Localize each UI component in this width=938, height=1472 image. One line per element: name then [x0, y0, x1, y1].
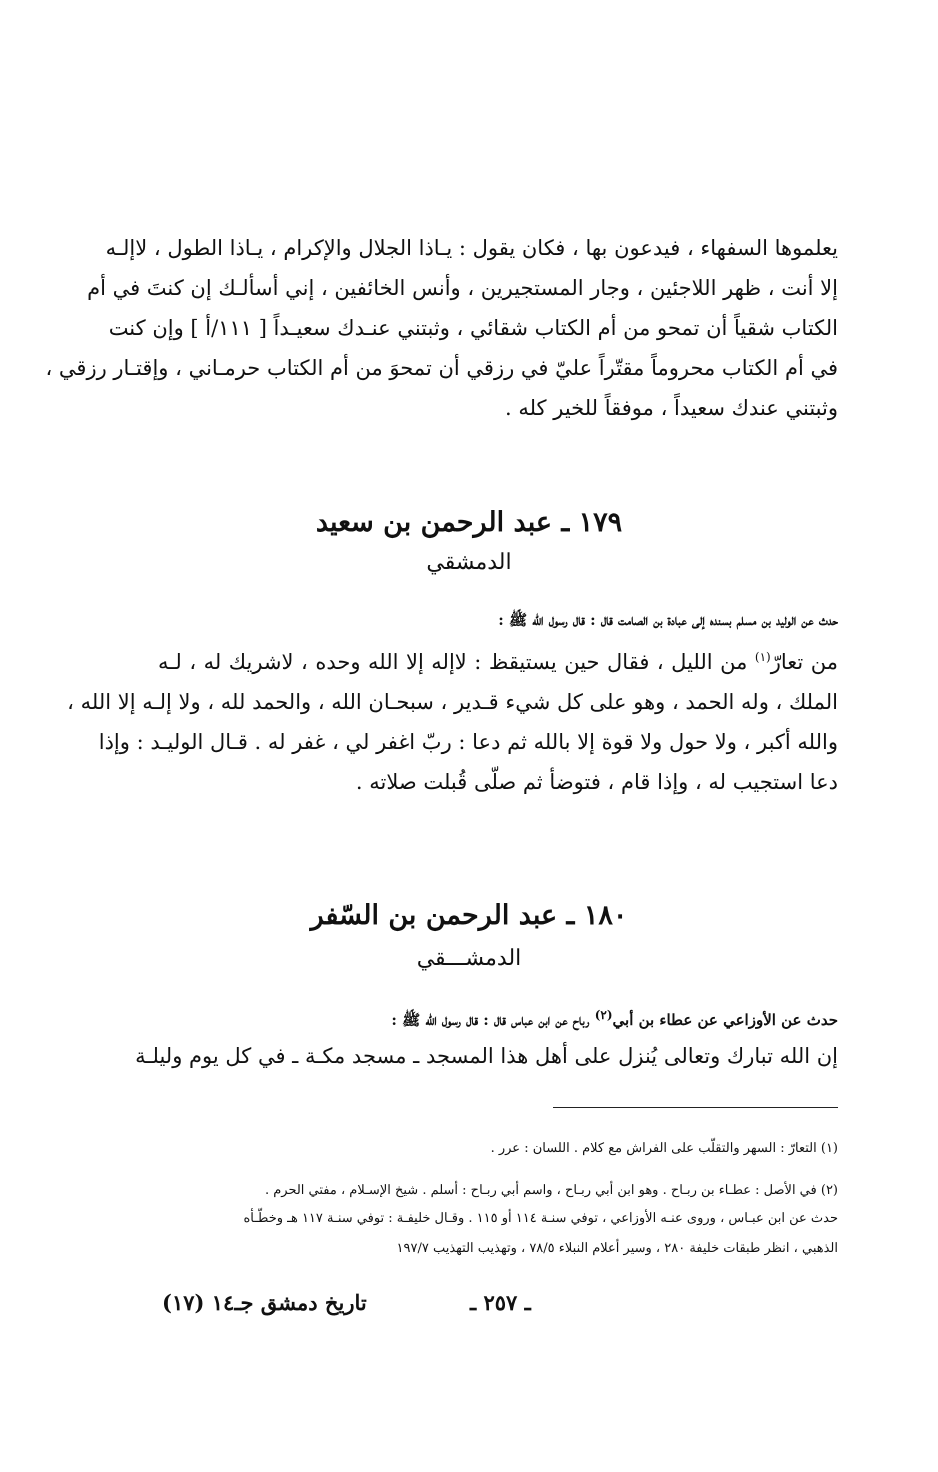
page-number: ـ ٢٥٧ ـ [470, 1290, 531, 1315]
footnote-2-line-3: الذهبي ، انظر طبقات خليفة ٢٨٠ ، وسير أعلام النبلاء ٧٨/٥ ، وتهذيب التهذيب ١٩٧/٧ [396, 1241, 838, 1256]
entry-179-subheading: الدمشقي [426, 550, 512, 575]
entry-179-line-3: والله أكبر ، ولا حول ولا قوة إلا بالله ثم دعا : ربّ اغفر لي ، غفر له . قـال الوليـد : وإذا [98, 730, 838, 754]
entry-180-isnad-rest: رباح عن ابن عباس قال : قال رسول الله ﷺ : [391, 1011, 595, 1029]
footnote-marker-1[interactable]: (١) [754, 650, 771, 664]
entry-180-isnad-start: حدث عن الأوزاعي عن عطاء بن أبي [612, 1011, 838, 1029]
entry-179-line-1-rest: من الليل ، فقال حين يستيقظ : لاإله إلا الله وحده ، لاشريك له ، لـه [158, 650, 755, 674]
entry-180-subheading: الدمشـــقي [416, 946, 522, 971]
intro-line-2: إلا أنت ، ظهر اللاجئين ، وجار المستجيرين ، وأنس الخائفين ، إني أسألـك إن كنتَ في أم [87, 276, 838, 300]
intro-line-1: يعلموها السفهاء ، فيدعون بها ، فكان يقول : يـاذا الجلال والإكرام ، يـاذا الطول ، لاإلـه [105, 236, 838, 260]
entry-179-line-1 [158, 646, 838, 678]
entry-179-line-1-start: من تعارّ [770, 650, 838, 674]
running-footer-title: تاريخ دمشق جـ١٤ (١٧) [162, 1290, 367, 1315]
entry-179-line-2: الملك ، وله الحمد ، وهو على كل شيء قـدير ، سبحـان الله ، والحمد لله ، ولا إلـه إلا الله ، [67, 690, 838, 714]
entry-180-heading: ١٨٠ ـ عبد الرحمن بن السّفر [310, 900, 628, 931]
intro-line-5: وثبتني عندك سعيداً ، موفقاً للخير كله . [505, 396, 838, 420]
footnote-separator [553, 1107, 838, 1108]
footnote-2-line-1: (٢) في الأصل : عطـاء بن ربـاح . وهو ابن أبي ربـاح ، واسم أبي ربـاح : أسلم . شيخ الإسـلام ، مفتي الحرم . [264, 1183, 838, 1198]
entry-179-heading: ١٧٩ ـ عبد الرحمن بن سعيد [315, 507, 623, 538]
footnote-2-line-2: حدث عن ابن عبـاس ، وروى عنـه الأوزاعي ، توفي سنـة ١١٤ أو ١١٥ . وقـال خليفـة : توفي سنـة ١١٧ هـ وخطّـأه [243, 1211, 838, 1226]
entry-179-isnad: حدث عن الوليد بن مسلم بسنده إلى عبادة بن الصامت قال : قال رسول الله ﷺ : [498, 611, 838, 629]
entry-180-line-1: إن الله تبارك وتعالى يُنزل على أهل هذا المسجد ـ مسجد مكـة ـ في كل يوم وليلـة [135, 1044, 838, 1068]
entry-180-isnad [158, 1008, 838, 1032]
entry-179-line-4: دعا استجيب له ، وإذا قام ، فتوضأ ثم صلّى قُبلت صلاته . [355, 770, 838, 794]
footnote-1: (١) التعارّ : السهر والتقلّب على الفراش مع كلام . اللسان : عرر . [490, 1141, 838, 1156]
footnote-marker-2[interactable]: (٢) [594, 1008, 613, 1022]
intro-line-4: في أم الكتاب محروماً مقتّراً عليّ في رزقي أن تمحوَ من أم الكتاب حرمـاني ، وإقتـار رزقي ، [45, 356, 838, 380]
intro-line-3: الكتاب شقياً أن تمحو من أم الكتاب شقائي ، وثبتني عنـدك سعيـداً [ ١١١/أ ] وإن كنت [108, 316, 838, 340]
